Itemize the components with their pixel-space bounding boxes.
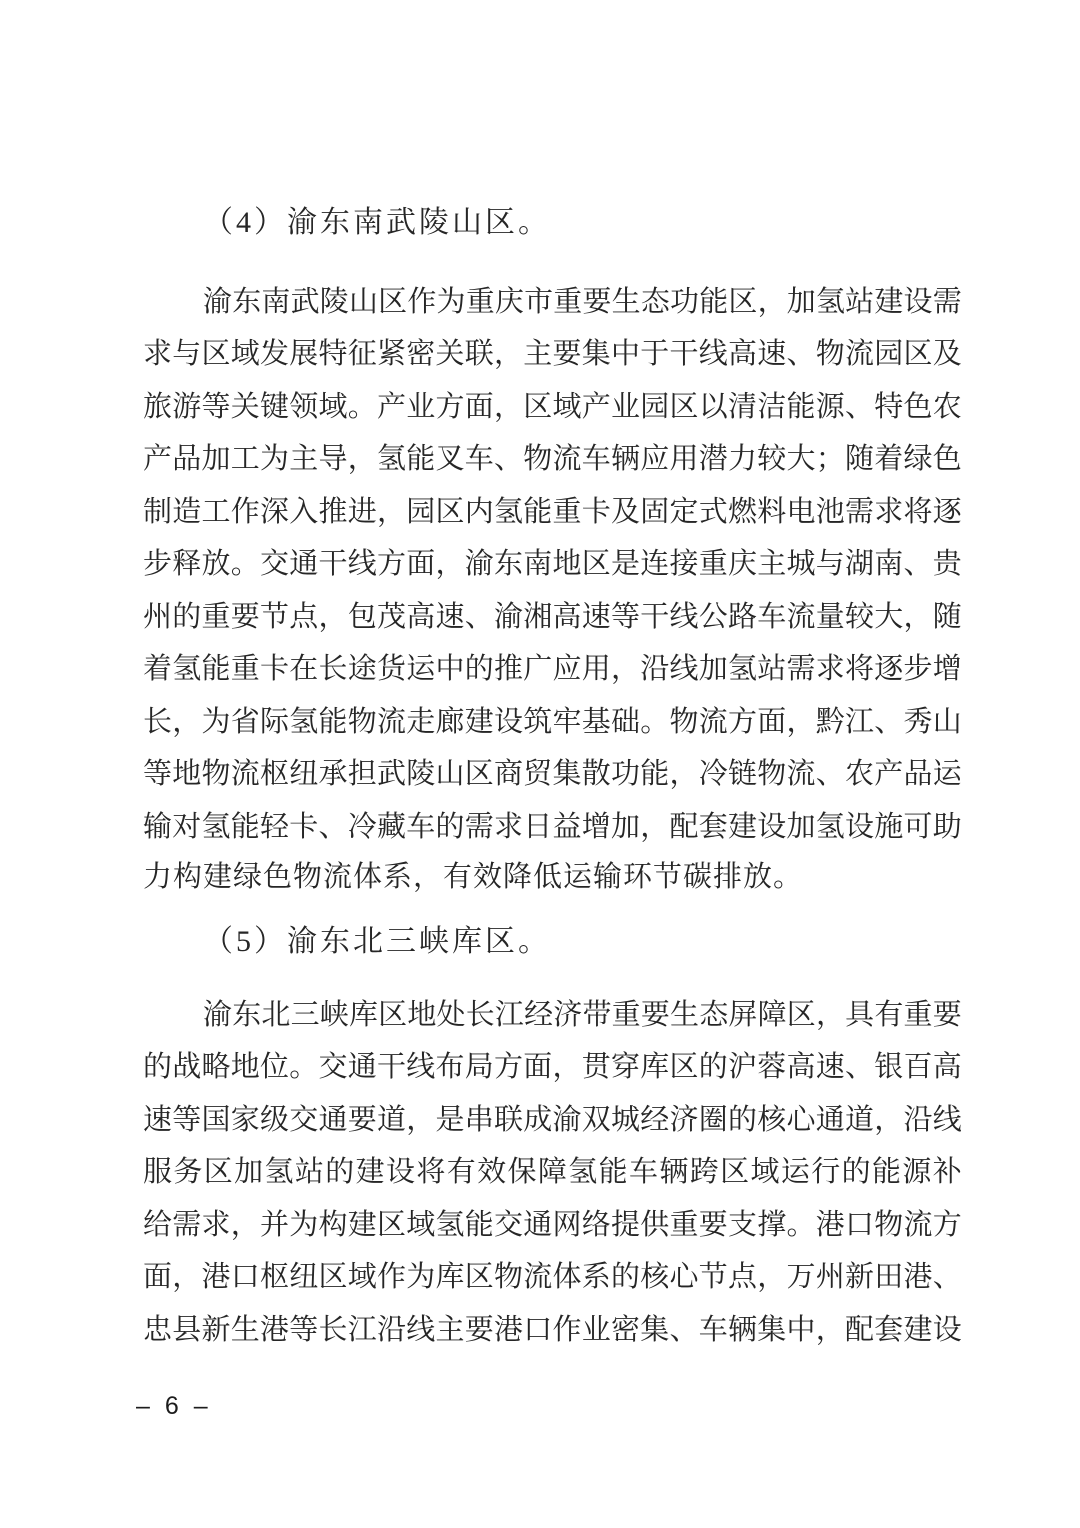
- paragraph-line: 服 务 区 加 氢 站 的 建 设 将 有 效 保 障 氢 能 车 辆 跨 区 域 运 行 的 能 源 补: [143, 1156, 962, 1189]
- paragraph-line: 渝 东 南 武 陵 山 区 作 为 重 庆 市 重 要 生 态 功 能 区 ， 加 氢 站 建 设 需: [203, 285, 962, 318]
- section-4-paragraph: [143, 273, 962, 903]
- paragraph-line: 等 地 物 流 枢 纽 承 担 武 陵 山 区 商 贸 集 散 功 能 ， 冷 链 物 流 、 农 产 品 运: [143, 758, 962, 791]
- paragraph-line: 州 的 重 要 节 点 ， 包 茂 高 速 、 渝 湘 高 速 等 干 线 公 路 车 流 量 较 大 ， 随: [143, 600, 962, 633]
- paragraph-line: 渝 东 北 三 峡 库 区 地 处 长 江 经 济 带 重 要 生 态 屏 障 区 ， 具 有 重 要: [203, 998, 962, 1031]
- paragraph-line: 产 品 加 工 为 主 导 ， 氢 能 叉 车 、 物 流 车 辆 应 用 潜 力 较 大 ； 随 着 绿 色: [143, 443, 962, 476]
- paragraph-line: 力构建绿色物流体系，有效降低运输环节碳排放。: [143, 860, 804, 893]
- paragraph-line: 长 ， 为 省 际 氢 能 物 流 走 廊 建 设 筑 牢 基 础 。 物 流 方 面 ， 黔 江 、 秀 山: [143, 705, 962, 738]
- paragraph-line: 速 等 国 家 级 交 通 要 道 ， 是 串 联 成 渝 双 城 经 济 圈 的 核 心 通 道 ， 沿 线: [143, 1103, 962, 1136]
- paragraph-line: 旅 游 等 关 键 领 域 。 产 业 方 面 ， 区 域 产 业 园 区 以 清 洁 能 源 、 特 色 农: [143, 390, 962, 423]
- paragraph-line: 着 氢 能 重 卡 在 长 途 货 运 中 的 推 广 应 用 ， 沿 线 加 氢 站 需 求 将 逐 步 增: [143, 653, 962, 686]
- section-5-paragraph: [143, 986, 962, 1354]
- page-number: – 6 –: [136, 1392, 212, 1420]
- paragraph-line: 忠 县 新 生 港 等 长 江 沿 线 主 要 港 口 作 业 密 集 、 车 辆 集 中 ， 配 套 建 设: [143, 1313, 962, 1346]
- paragraph-line: 步 释 放 。 交 通 干 线 方 面 ， 渝 东 南 地 区 是 连 接 重 庆 主 城 与 湖 南 、 贵: [143, 548, 962, 581]
- paragraph-line: 的 战 略 地 位 。 交 通 干 线 布 局 方 面 ， 贯 穿 库 区 的 沪 蓉 高 速 、 银 百 高: [143, 1051, 962, 1084]
- paragraph-line: 求 与 区 域 发 展 特 征 紧 密 关 联 ， 主 要 集 中 于 干 线 高 速 、 物 流 园 区 及: [143, 338, 962, 371]
- paragraph-line: 给 需 求 ， 并 为 构 建 区 域 氢 能 交 通 网 络 提 供 重 要 支 撑 。 港 口 物 流 方: [143, 1208, 962, 1241]
- page-body: [143, 196, 962, 1354]
- paragraph-line: 输 对 氢 能 轻 卡 、 冷 藏 车 的 需 求 日 益 增 加 ， 配 套 建 设 加 氢 设 施 可 助: [143, 810, 962, 843]
- paragraph-line: 制 造 工 作 深 入 推 进 ， 园 区 内 氢 能 重 卡 及 固 定 式 燃 料 电 池 需 求 将 逐: [143, 495, 962, 528]
- section-heading-4: （4）渝东南武陵山区。: [203, 206, 551, 239]
- paragraph-line: 面 ， 港 口 枢 纽 区 域 作 为 库 区 物 流 体 系 的 核 心 节 点 ， 万 州 新 田 港 、: [143, 1261, 962, 1294]
- section-heading-5: （5）渝东北三峡库区。: [203, 925, 551, 958]
